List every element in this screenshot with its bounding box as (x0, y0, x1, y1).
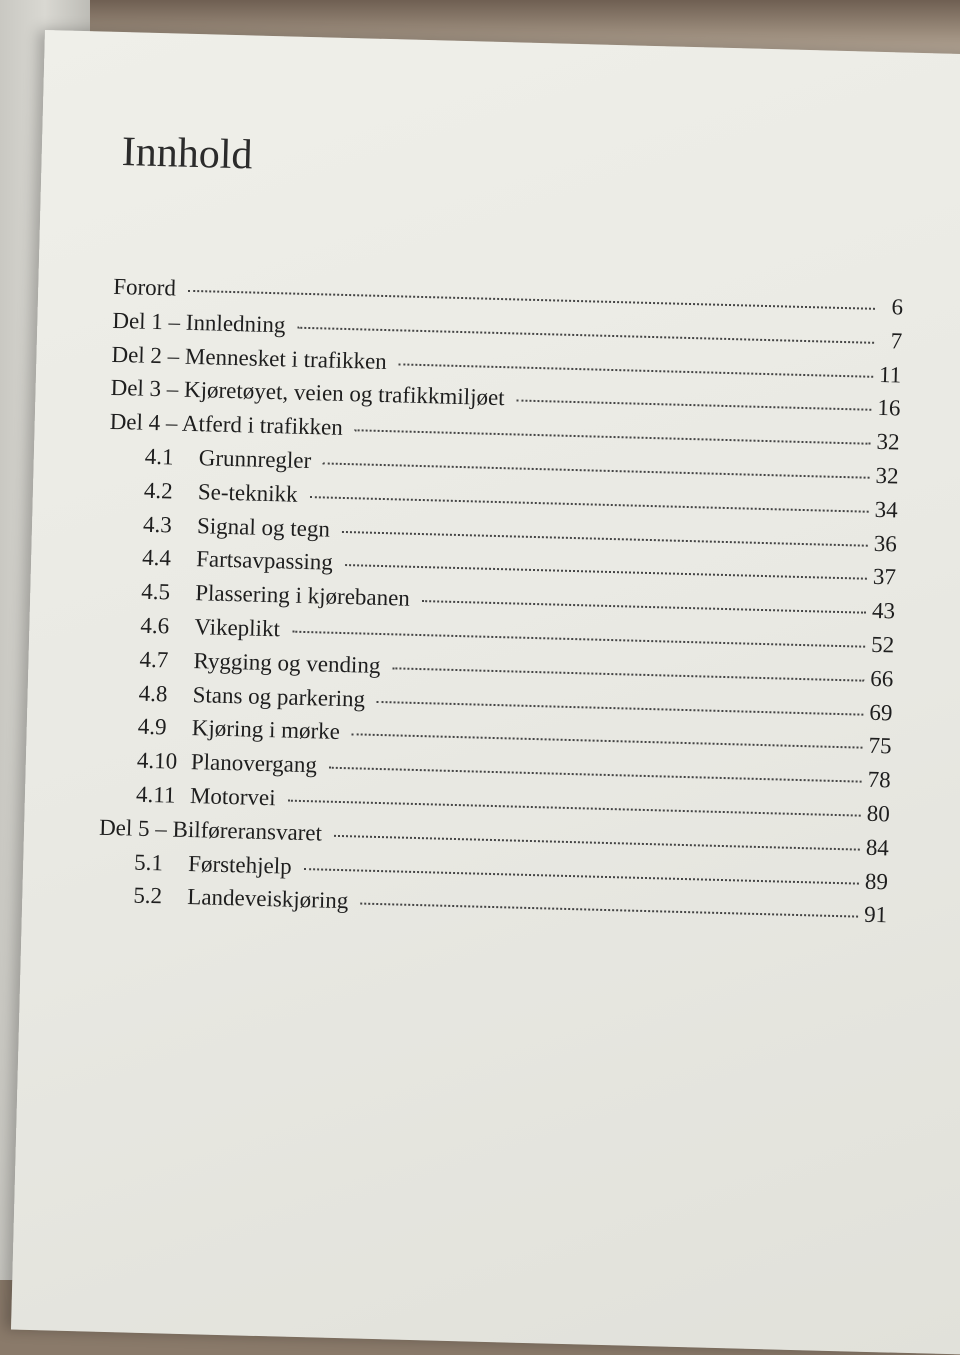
leader-dots (360, 903, 858, 918)
toc-section-number: 4.9 (137, 714, 167, 740)
leader-dots (345, 564, 867, 580)
toc-label: Se-teknikk (197, 478, 298, 507)
toc-label: Kjøring i mørke (191, 715, 341, 745)
toc-page-number: 75 (868, 733, 892, 759)
toc-section-number: 4.8 (138, 680, 168, 706)
toc-label: Fartsavpassing (195, 546, 334, 576)
toc-label: Førstehjelp (187, 850, 293, 879)
toc-section-number: 5.2 (133, 882, 163, 909)
leader-dots (392, 667, 864, 681)
toc-page-number: 84 (865, 834, 890, 861)
toc-page-number: 43 (871, 598, 896, 624)
toc-page-number: 78 (867, 766, 891, 793)
leader-dots (334, 835, 860, 851)
toc-page-number: 69 (869, 699, 893, 725)
toc-page-number: 52 (870, 631, 895, 658)
toc-label: Signal og tegn (196, 512, 331, 542)
toc-section-number: 4.4 (141, 545, 172, 571)
toc-label: Del 3 – Kjøretøyet, veien og trafikkmiljøet (110, 375, 505, 411)
toc-page-number: 37 (872, 564, 897, 590)
leader-dots (304, 868, 859, 885)
toc-page-number: 11 (878, 361, 902, 388)
leader-dots (355, 429, 871, 445)
toc-page-number: 32 (876, 429, 900, 455)
leader-dots (287, 800, 860, 817)
toc-label: Del 2 – Mennesket i trafikken (111, 341, 388, 374)
toc-section-number: 4.7 (139, 646, 169, 673)
leader-dots (517, 400, 872, 411)
leader-dots (342, 531, 868, 547)
toc-label: Grunnregler (198, 445, 312, 474)
toc-page-number: 91 (863, 902, 888, 928)
book-page (11, 30, 960, 1355)
toc-page-number: 32 (875, 462, 899, 489)
toc-label: Del 5 – Bilføreransvaret (98, 814, 323, 846)
toc-page-number: 6 (891, 294, 904, 320)
toc-section-number: 4.11 (135, 781, 176, 808)
page-title: Innhold (121, 129, 254, 179)
toc-section-number: 4.6 (140, 612, 170, 639)
toc-section-number: 4.2 (143, 477, 174, 504)
toc-section-number: 4.1 (144, 443, 174, 470)
toc-section-number: 4.5 (141, 578, 171, 605)
toc-section-number: 4.10 (136, 747, 178, 774)
leader-dots (399, 363, 873, 377)
toc-label: Rygging og vending (193, 647, 381, 678)
table-of-contents (97, 274, 904, 937)
toc-section-number: 4.3 (142, 511, 173, 538)
toc-label: Forord (112, 273, 177, 301)
leader-dots (188, 290, 875, 310)
leader-dots (297, 327, 874, 344)
toc-page-number: 34 (874, 496, 899, 523)
leader-dots (352, 734, 863, 749)
toc-page-number: 36 (873, 530, 898, 557)
leader-dots (309, 496, 868, 513)
toc-label: Motorvei (189, 783, 276, 811)
toc-label: Stans og parkering (192, 681, 366, 712)
toc-page-number: 89 (864, 868, 889, 894)
toc-label: Vikeplikt (194, 614, 281, 642)
leader-dots (292, 631, 865, 648)
toc-page-number: 7 (890, 328, 903, 354)
toc-label: Del 1 – Innledning (112, 307, 286, 338)
toc-label: Del 4 – Atferd i trafikken (109, 409, 344, 441)
leader-dots (377, 700, 863, 715)
toc-page-number: 16 (877, 395, 901, 421)
leader-dots (323, 462, 869, 478)
leader-dots (329, 767, 862, 783)
toc-section-number: 5.1 (133, 849, 164, 875)
toc-label: Landeveiskjøring (187, 884, 349, 914)
leader-dots (422, 600, 866, 614)
toc-page-number: 66 (869, 665, 894, 692)
toc-page-number: 80 (866, 800, 891, 827)
toc-label: Planovergang (190, 749, 318, 778)
toc-label: Plassering i kjørebanen (194, 580, 411, 611)
